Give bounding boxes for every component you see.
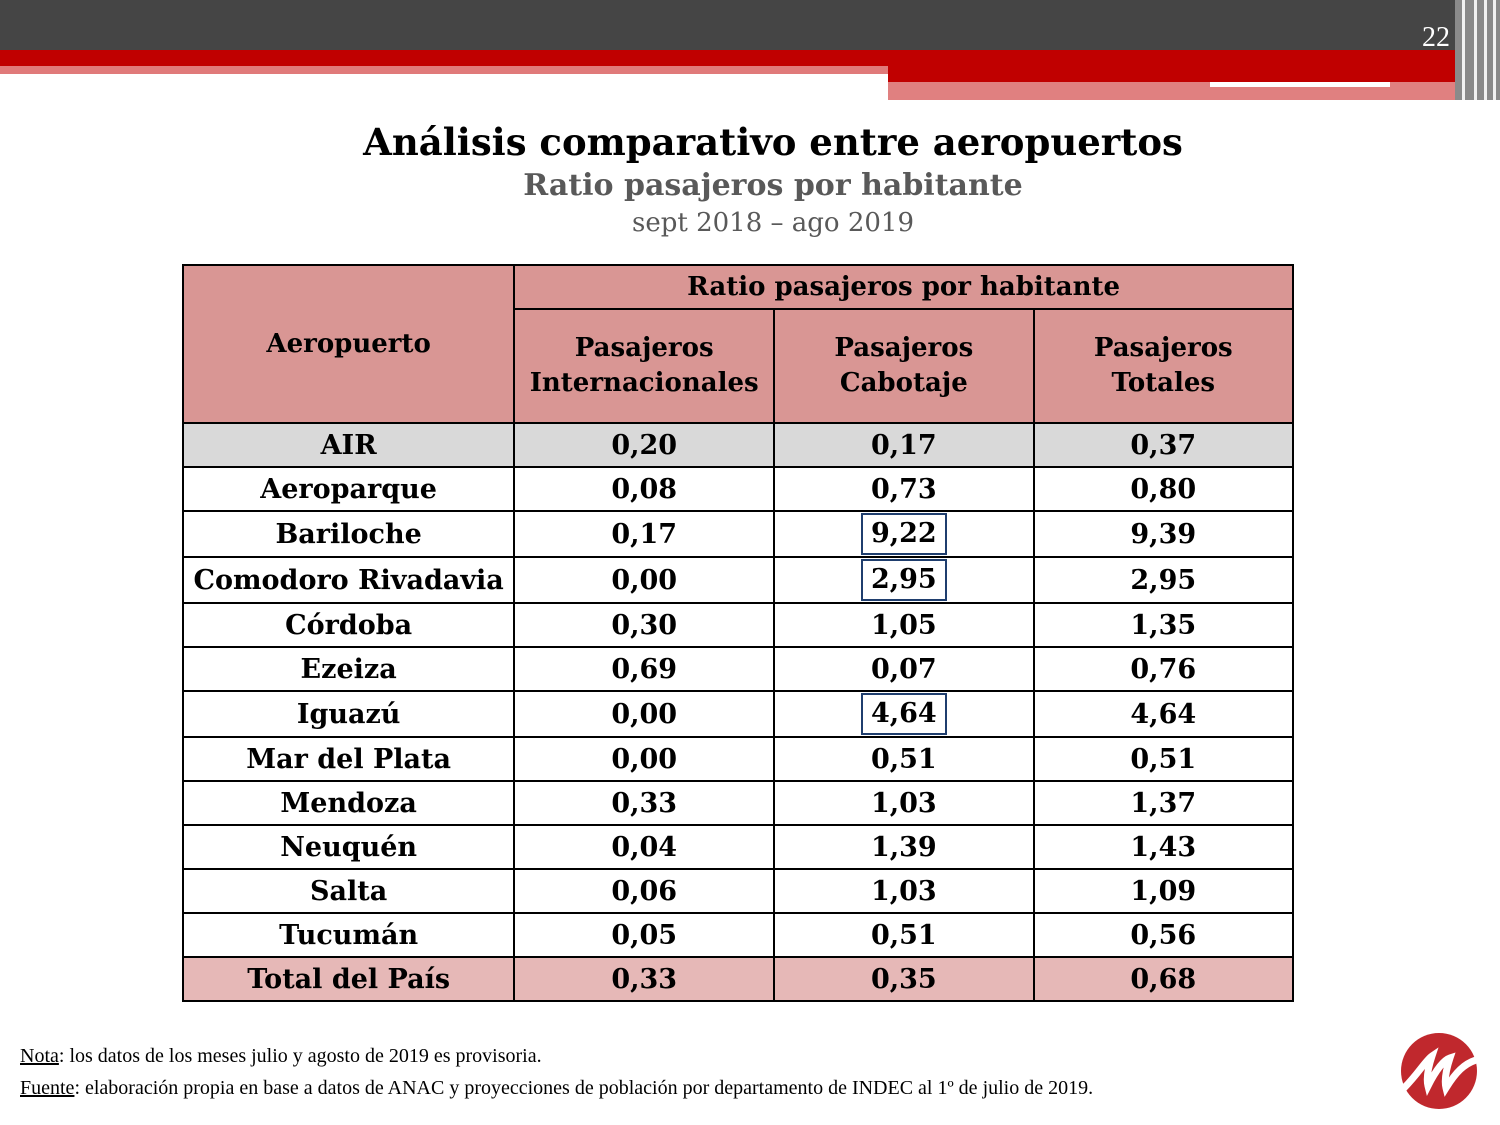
highlight-box: 9,22 bbox=[861, 513, 947, 555]
header-stripe bbox=[1484, 0, 1487, 100]
cell-total: 0,56 bbox=[1034, 913, 1293, 957]
note-text: : los datos de los meses julio y agosto de 2019 es provisoria. bbox=[58, 1045, 542, 1067]
source-text: : elaboración propia en base a datos de ANAC y proyecciones de población por departamento de INDEC al 1º de julio de 2019. bbox=[74, 1077, 1094, 1099]
page-subtitle: Ratio pasajeros por habitante bbox=[523, 168, 1023, 203]
cell-cabotaje: 0,51 bbox=[774, 913, 1033, 957]
header-bar-white-line bbox=[1210, 82, 1390, 87]
header-bar-pink bbox=[0, 66, 888, 74]
cell-total: 1,43 bbox=[1034, 825, 1293, 869]
cell-airport: Ezeiza bbox=[183, 647, 514, 691]
cell-intl: 0,33 bbox=[514, 781, 774, 825]
header-stripe bbox=[1474, 0, 1477, 100]
table-row bbox=[183, 781, 1293, 825]
cell-total: 0,76 bbox=[1034, 647, 1293, 691]
cell-total: 9,39 bbox=[1034, 511, 1293, 557]
cell-total: 4,64 bbox=[1034, 691, 1293, 737]
table-row bbox=[183, 603, 1293, 647]
cell-cabotaje: 1,03 bbox=[774, 869, 1033, 913]
header-bar-red bbox=[0, 50, 1500, 66]
cell-airport: Total del País bbox=[183, 957, 514, 1001]
page-title: Análisis comparativo entre aeropuertos bbox=[363, 120, 1183, 164]
cell-cabotaje: 0,73 bbox=[774, 467, 1033, 511]
cell-intl: 0,04 bbox=[514, 825, 774, 869]
cell-total: 0,80 bbox=[1034, 467, 1293, 511]
cell-airport: Mendoza bbox=[183, 781, 514, 825]
header-cabotaje: Pasajeros Cabotaje bbox=[774, 309, 1033, 423]
source-line bbox=[20, 1072, 1093, 1104]
source-label: Fuente bbox=[20, 1077, 75, 1099]
highlight-box: 2,95 bbox=[861, 559, 947, 601]
cell-airport: Bariloche bbox=[183, 511, 514, 557]
note-line bbox=[20, 1040, 1093, 1072]
cell-cabotaje: 1,05 bbox=[774, 603, 1033, 647]
cell-cabotaje bbox=[774, 691, 1033, 737]
note-label: Nota bbox=[20, 1045, 59, 1067]
cell-intl: 0,69 bbox=[514, 647, 774, 691]
cell-cabotaje bbox=[774, 511, 1033, 557]
header-stripe bbox=[1462, 0, 1465, 100]
cell-intl: 0,20 bbox=[514, 423, 774, 467]
table-row bbox=[183, 691, 1293, 737]
cell-cabotaje: 0,07 bbox=[774, 647, 1033, 691]
cell-airport: Tucumán bbox=[183, 913, 514, 957]
cell-cabotaje: 0,35 bbox=[774, 957, 1033, 1001]
table-row bbox=[183, 825, 1293, 869]
cell-total: 1,35 bbox=[1034, 603, 1293, 647]
cell-intl: 0,33 bbox=[514, 957, 774, 1001]
header-bar-red-right bbox=[888, 66, 1500, 82]
cell-cabotaje: 1,03 bbox=[774, 781, 1033, 825]
cell-airport: Aeroparque bbox=[183, 467, 514, 511]
cell-intl: 0,08 bbox=[514, 467, 774, 511]
cell-airport: AIR bbox=[183, 423, 514, 467]
cell-airport: Córdoba bbox=[183, 603, 514, 647]
logo-icon bbox=[1398, 1030, 1480, 1112]
cell-cabotaje bbox=[774, 557, 1033, 603]
cell-intl: 0,00 bbox=[514, 557, 774, 603]
cell-intl: 0,00 bbox=[514, 737, 774, 781]
cell-cabotaje: 1,39 bbox=[774, 825, 1033, 869]
cell-airport: Salta bbox=[183, 869, 514, 913]
cell-total: 1,37 bbox=[1034, 781, 1293, 825]
cell-airport: Iguazú bbox=[183, 691, 514, 737]
table-row-air bbox=[183, 423, 1293, 467]
cell-cabotaje: 0,51 bbox=[774, 737, 1033, 781]
header-bar-pink-right bbox=[888, 82, 1500, 100]
cell-total: 2,95 bbox=[1034, 557, 1293, 603]
table-row-total bbox=[183, 957, 1293, 1001]
cell-intl: 0,17 bbox=[514, 511, 774, 557]
cell-airport: Mar del Plata bbox=[183, 737, 514, 781]
cell-total: 0,51 bbox=[1034, 737, 1293, 781]
header-total: Pasajeros Totales bbox=[1034, 309, 1293, 423]
table-row bbox=[183, 737, 1293, 781]
ratio-table bbox=[182, 264, 1294, 1002]
cell-intl: 0,30 bbox=[514, 603, 774, 647]
header-airport: Aeropuerto bbox=[183, 265, 514, 423]
header-group: Ratio pasajeros por habitante bbox=[514, 265, 1293, 309]
cell-total: 0,37 bbox=[1034, 423, 1293, 467]
cell-intl: 0,00 bbox=[514, 691, 774, 737]
cell-total: 0,68 bbox=[1034, 957, 1293, 1001]
table-row bbox=[183, 511, 1293, 557]
cell-cabotaje: 0,17 bbox=[774, 423, 1033, 467]
cell-intl: 0,05 bbox=[514, 913, 774, 957]
table-row bbox=[183, 467, 1293, 511]
table-row bbox=[183, 647, 1293, 691]
header-bar-dark bbox=[0, 0, 1500, 50]
table-row bbox=[183, 869, 1293, 913]
table-row bbox=[183, 557, 1293, 603]
highlight-box: 4,64 bbox=[861, 693, 947, 735]
period-label: sept 2018 – ago 2019 bbox=[631, 208, 914, 238]
header-stripe bbox=[1493, 0, 1496, 100]
table-row bbox=[183, 913, 1293, 957]
footnotes bbox=[20, 1040, 1093, 1104]
header-intl: Pasajeros Internacionales bbox=[514, 309, 774, 423]
cell-total: 1,09 bbox=[1034, 869, 1293, 913]
cell-intl: 0,06 bbox=[514, 869, 774, 913]
slide-number: 22 bbox=[1422, 22, 1450, 53]
cell-airport: Neuquén bbox=[183, 825, 514, 869]
cell-airport: Comodoro Rivadavia bbox=[183, 557, 514, 603]
